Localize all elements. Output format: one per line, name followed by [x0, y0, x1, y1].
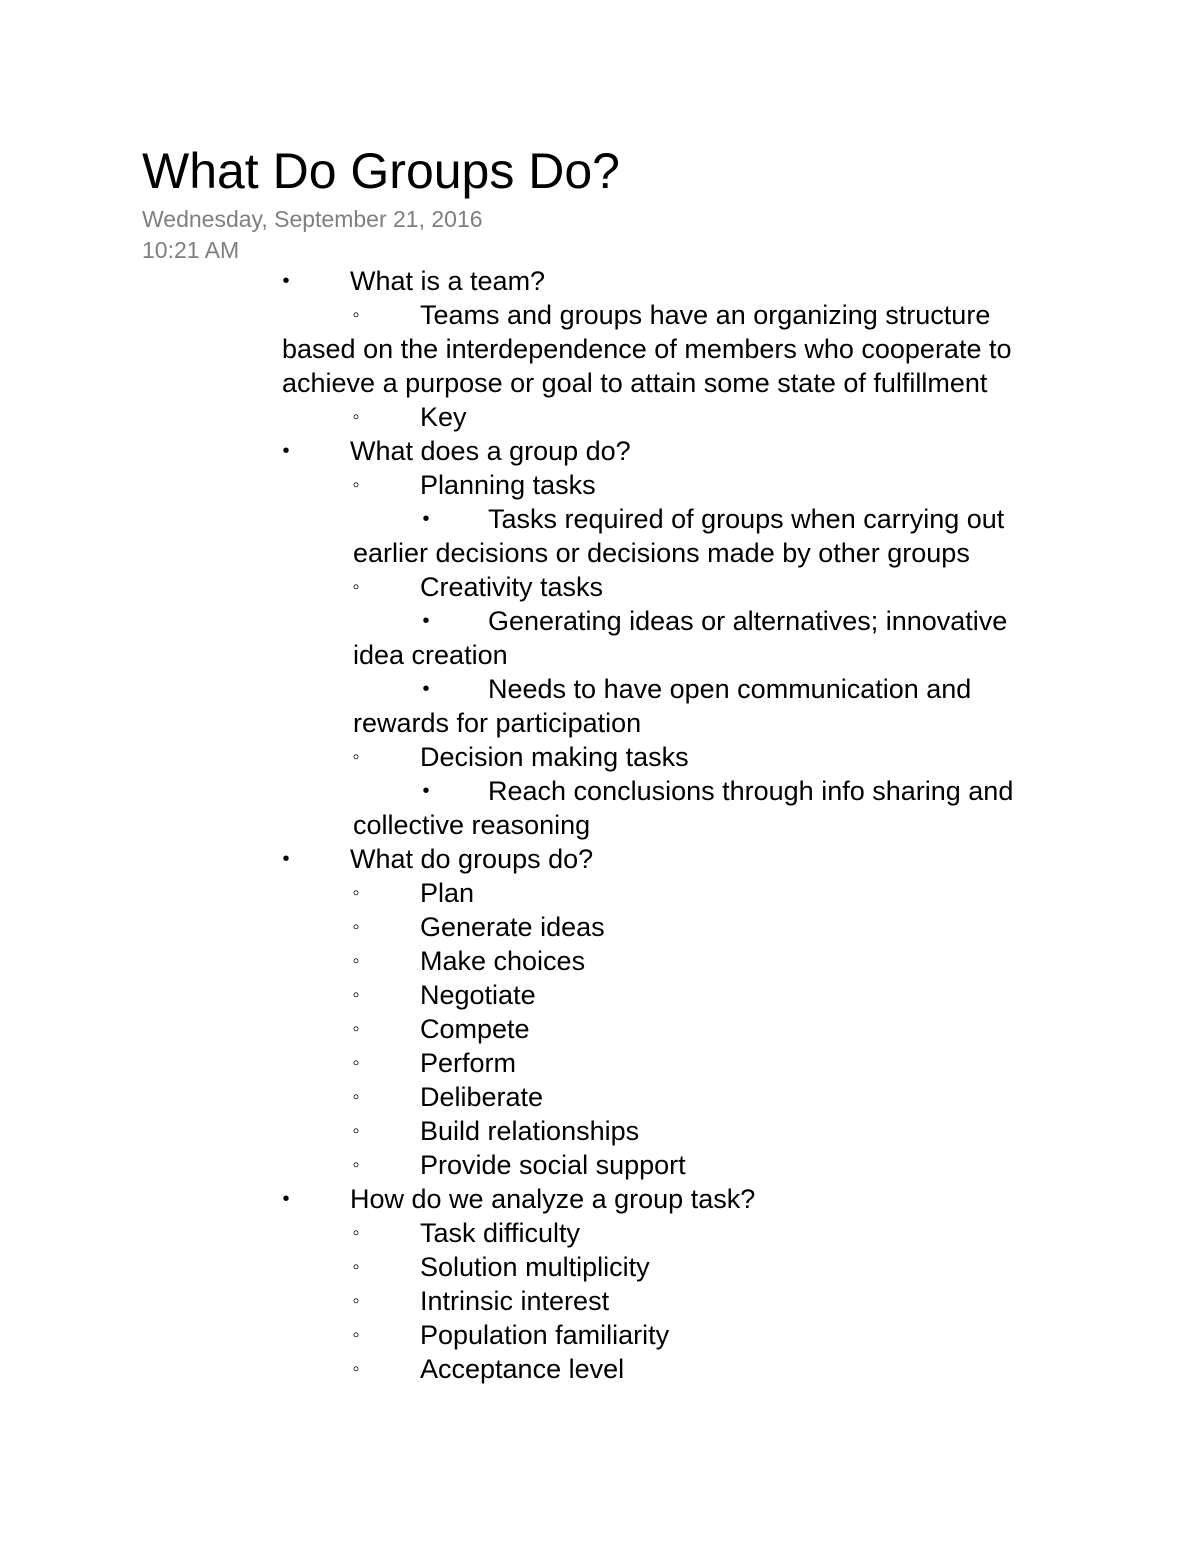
list-item-text: Teams and groups have an organizing structure — [420, 300, 991, 330]
list-item — [0, 1284, 1200, 1318]
circle-bullet: ◦ — [352, 1256, 360, 1278]
list-item-text: Solution multiplicity — [420, 1252, 650, 1282]
list-item-text: Reach conclusions through info sharing and — [488, 776, 1014, 806]
list-item — [0, 604, 1200, 672]
list-item-text: Generating ideas or alternatives; innovative — [488, 606, 1008, 636]
list-item-text-continued: earlier decisions or decisions made by other groups — [353, 538, 970, 568]
list-item-text-continued: idea creation — [353, 640, 508, 670]
circle-bullet: ◦ — [352, 474, 360, 496]
note-date: Wednesday, September 21, 2016 — [142, 206, 483, 232]
list-item-text: Provide social support — [420, 1150, 686, 1180]
list-item — [0, 1216, 1200, 1250]
list-item-text: Planning tasks — [420, 470, 596, 500]
circle-bullet: ◦ — [352, 746, 360, 768]
disc-bullet: • — [422, 508, 430, 530]
list-item-text: Plan — [420, 878, 475, 908]
circle-bullet: ◦ — [352, 1052, 360, 1074]
list-item — [0, 910, 1200, 944]
circle-bullet: ◦ — [352, 406, 360, 428]
circle-bullet: ◦ — [352, 1324, 360, 1346]
list-item — [0, 672, 1200, 740]
list-item-text: Perform — [420, 1048, 517, 1078]
note-time: 10:21 AM — [142, 237, 240, 263]
disc-bullet: • — [422, 678, 430, 700]
circle-bullet: ◦ — [352, 1018, 360, 1040]
list-item-text: Build relationships — [420, 1116, 640, 1146]
list-item — [0, 298, 1200, 400]
list-item — [0, 978, 1200, 1012]
list-item-text: Acceptance level — [420, 1354, 625, 1384]
list-item-text: What is a team? — [350, 266, 546, 296]
disc-bullet: • — [282, 440, 290, 462]
list-item-text: Decision making tasks — [420, 742, 689, 772]
list-item — [0, 1182, 1200, 1216]
list-item — [0, 842, 1200, 876]
list-item — [0, 1250, 1200, 1284]
list-item-text: What does a group do? — [350, 436, 631, 466]
circle-bullet: ◦ — [352, 1086, 360, 1108]
disc-bullet: • — [282, 848, 290, 870]
list-item-text-continued: based on the interdependence of members who cooperate to — [282, 334, 1012, 364]
disc-bullet: • — [422, 610, 430, 632]
list-item-text: Population familiarity — [420, 1320, 670, 1350]
circle-bullet: ◦ — [352, 916, 360, 938]
list-item — [0, 1012, 1200, 1046]
list-item — [0, 1148, 1200, 1182]
list-item — [0, 944, 1200, 978]
circle-bullet: ◦ — [352, 1358, 360, 1380]
disc-bullet: • — [282, 270, 290, 292]
disc-bullet: • — [282, 1188, 290, 1210]
circle-bullet: ◦ — [352, 1154, 360, 1176]
circle-bullet: ◦ — [352, 304, 360, 326]
circle-bullet: ◦ — [352, 1222, 360, 1244]
list-item-text: What do groups do? — [350, 844, 594, 874]
note-outline — [0, 264, 1200, 1386]
list-item-text: Key — [420, 402, 467, 432]
page-title: What Do Groups Do? — [142, 143, 620, 199]
list-item — [0, 1318, 1200, 1352]
list-item-text: Negotiate — [420, 980, 536, 1010]
list-item-text: Tasks required of groups when carrying out — [488, 504, 1005, 534]
list-item — [0, 774, 1200, 842]
list-item-text: Task difficulty — [420, 1218, 581, 1248]
list-item — [0, 740, 1200, 774]
list-item-text: Generate ideas — [420, 912, 605, 942]
list-item — [0, 264, 1200, 298]
circle-bullet: ◦ — [352, 1120, 360, 1142]
list-item-text-continued: achieve a purpose or goal to attain some state of fulfillment — [282, 368, 988, 398]
list-item — [0, 1352, 1200, 1386]
circle-bullet: ◦ — [352, 882, 360, 904]
list-item-text: How do we analyze a group task? — [350, 1184, 756, 1214]
circle-bullet: ◦ — [352, 950, 360, 972]
list-item — [0, 502, 1200, 570]
list-item — [0, 1080, 1200, 1114]
list-item-text-continued: rewards for participation — [353, 708, 642, 738]
list-item-text: Make choices — [420, 946, 586, 976]
circle-bullet: ◦ — [352, 984, 360, 1006]
list-item — [0, 570, 1200, 604]
circle-bullet: ◦ — [352, 576, 360, 598]
list-item — [0, 434, 1200, 468]
list-item-text: Deliberate — [420, 1082, 544, 1112]
list-item — [0, 400, 1200, 434]
list-item — [0, 876, 1200, 910]
disc-bullet: • — [422, 780, 430, 802]
list-item — [0, 1114, 1200, 1148]
list-item-text: Compete — [420, 1014, 530, 1044]
list-item-text: Intrinsic interest — [420, 1286, 610, 1316]
list-item-text: Needs to have open communication and — [488, 674, 972, 704]
list-item-text: Creativity tasks — [420, 572, 604, 602]
list-item-text-continued: collective reasoning — [353, 810, 591, 840]
list-item — [0, 468, 1200, 502]
circle-bullet: ◦ — [352, 1290, 360, 1312]
list-item — [0, 1046, 1200, 1080]
